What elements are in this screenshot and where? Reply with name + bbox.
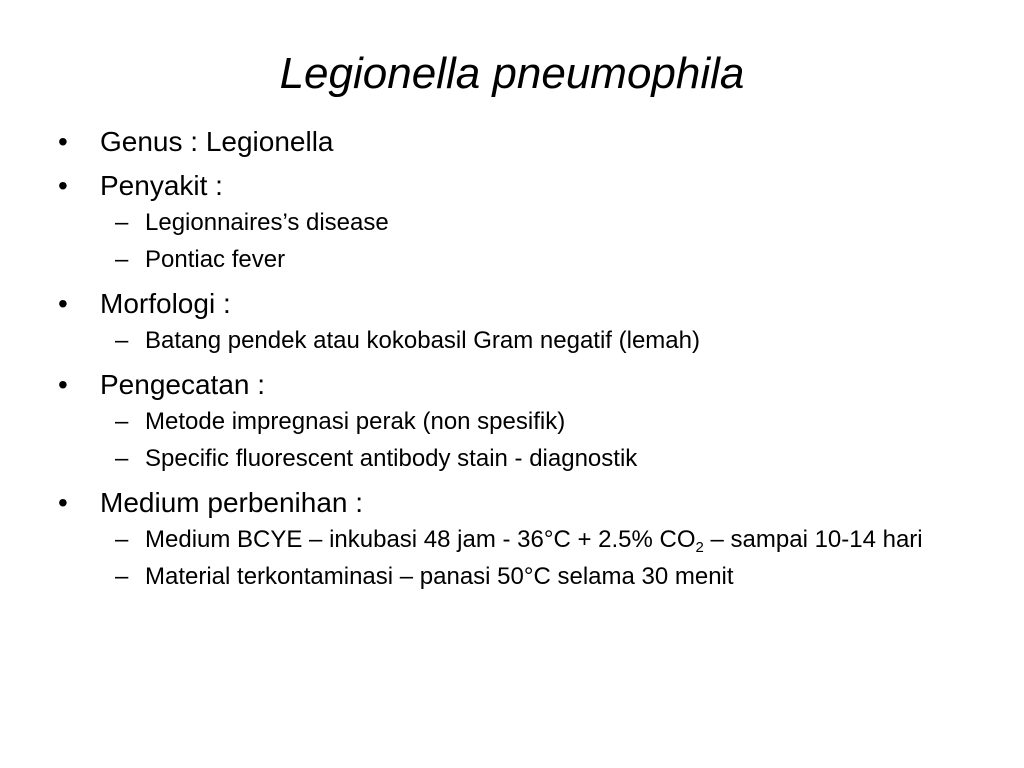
bullet-text: Genus : Legionella [100,126,334,157]
sub-item [0,245,1024,274]
bullet-item-medium [0,481,1024,525]
bullet-item-pengecatan [0,363,1024,407]
bullet-text: Medium perbenihan : [100,487,364,518]
sub-item-text: Material terkontaminasi – panasi 50°C selama 30 menit [145,563,734,590]
bullet-list [0,120,1024,599]
sub-item [0,208,1024,237]
sub-item [0,326,1024,355]
sub-list-pengecatan [0,407,1024,473]
dash-icon: – [115,327,129,354]
sub-item [0,562,1024,591]
sub-list-wrapper [0,326,1024,355]
sub-list-morfologi [0,326,1024,355]
bullet-icon: • [58,369,68,400]
sub-item [0,525,1024,554]
sub-item-text: Legionnaires’s disease [145,209,389,236]
bullet-text: Penyakit : [100,170,223,201]
sub-list-wrapper [0,407,1024,473]
sub-item-text-part: – sampai 10-14 hari [703,526,923,553]
sub-item-text: Pontiac fever [145,246,286,273]
sub-item [0,407,1024,436]
bullet-text: Pengecatan : [100,369,266,400]
bullet-item-morfologi [0,282,1024,326]
sub-list-penyakit [0,208,1024,274]
bullet-icon: • [58,126,68,157]
bullet-icon: • [58,288,68,319]
bullet-text: Morfologi : [100,288,231,319]
subscript-two: 2 [695,539,704,556]
bullet-item-genus [0,120,1024,164]
sub-list-wrapper [0,525,1024,591]
dash-icon: – [115,408,129,435]
bullet-item-penyakit [0,164,1024,208]
dash-icon: – [115,445,129,472]
bullet-icon: • [58,170,68,201]
sub-item [0,444,1024,473]
sub-item-text: Batang pendek atau kokobasil Gram negatif (lemah) [145,327,700,354]
slide-title: Legionella pneumophila [279,49,745,98]
sub-list-wrapper [0,208,1024,274]
sub-list-medium [0,525,1024,591]
sub-item-text: Specific fluorescent antibody stain - diagnostik [145,445,638,472]
dash-icon: – [115,563,129,590]
dash-icon: – [115,246,129,273]
sub-item-text-part: Medium BCYE – inkubasi 48 jam - 36°C + 2.5% CO [145,526,696,553]
dash-icon: – [115,209,129,236]
bullet-icon: • [58,487,68,518]
sub-item-text: Metode impregnasi perak (non spesifik) [145,408,566,435]
dash-icon: – [115,526,129,553]
